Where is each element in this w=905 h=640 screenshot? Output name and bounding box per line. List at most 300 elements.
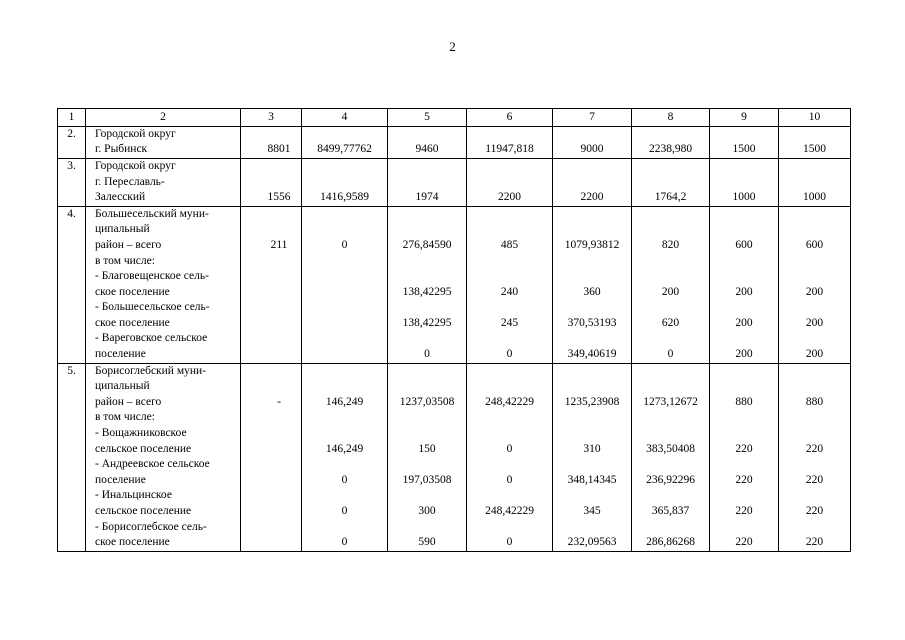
name-line: - Инальцинское (95, 489, 172, 502)
cell-value: 383,50408 (646, 442, 695, 455)
value-cell-col-6 (467, 363, 553, 551)
cell-value: 9460 (415, 143, 439, 156)
cell-value (305, 159, 384, 175)
cell-value (305, 222, 384, 238)
value-cell-col-3 (241, 126, 302, 158)
cell-value (470, 254, 549, 270)
cell-value (305, 175, 384, 191)
cell-value (782, 159, 847, 175)
cell-value: 146,249 (325, 395, 364, 408)
value-cell-col-8 (632, 126, 710, 158)
cell-value (713, 410, 775, 426)
cell-value (556, 254, 628, 270)
cell-value (635, 331, 706, 347)
cell-value: 0 (341, 505, 348, 517)
cell-value (556, 127, 628, 143)
header-cell: 8 (632, 109, 710, 127)
value-cell-col-4 (302, 363, 388, 551)
cell-value (713, 159, 775, 175)
cell-value (305, 347, 384, 363)
cell-value (244, 410, 298, 426)
header-cell: 2 (86, 109, 241, 127)
cell-value (305, 127, 384, 143)
cell-value (782, 254, 847, 270)
cell-value (305, 331, 384, 347)
cell-value: 0 (506, 348, 513, 361)
cell-value (244, 316, 298, 332)
cell-value: 590 (418, 536, 436, 549)
cell-value: 200 (661, 285, 680, 298)
cell-value (635, 222, 706, 238)
cell-value: 370,53193 (567, 316, 617, 329)
cell-value (713, 222, 775, 238)
cell-value: 2200 (498, 191, 521, 204)
cell-value: 1556 (267, 191, 291, 204)
cell-value (244, 457, 298, 473)
cell-value (391, 300, 463, 316)
cell-value (556, 269, 628, 285)
name-line: ципальный (95, 380, 150, 393)
cell-value (713, 175, 775, 191)
header-cell: 5 (388, 109, 467, 127)
value-cell-col-7 (553, 206, 632, 363)
cell-value (635, 127, 706, 143)
cell-value (244, 473, 298, 489)
page-number: 2 (449, 39, 456, 54)
cell-value (244, 426, 298, 442)
cell-value: 1000 (803, 191, 826, 204)
cell-value (470, 269, 549, 285)
cell-value: 0 (341, 536, 348, 549)
cell-value: 146,249 (325, 442, 364, 455)
cell-value (635, 207, 706, 223)
cell-value (470, 300, 549, 316)
cell-value (635, 254, 706, 270)
cell-value (782, 488, 847, 504)
cell-value: 200 (735, 348, 753, 361)
cell-value (391, 222, 463, 238)
cell-value (470, 410, 549, 426)
cell-value (244, 347, 298, 363)
cell-value: 240 (500, 285, 519, 298)
cell-value (782, 300, 847, 316)
cell-value (782, 379, 847, 395)
name-line: в том числе: (95, 254, 155, 267)
cell-value: 620 (661, 316, 680, 329)
cell-value (713, 207, 775, 223)
name-line: в том числе: (95, 411, 155, 424)
cell-value: 9000 (580, 143, 604, 156)
header-cell: 6 (467, 109, 553, 127)
cell-value: 2238,980 (648, 143, 693, 156)
cell-value (713, 379, 775, 395)
cell-value (391, 379, 463, 395)
cell-value (470, 127, 549, 143)
cell-value (305, 488, 384, 504)
name-line: г. Рыбинск (95, 143, 148, 156)
municipality-name (86, 363, 241, 551)
cell-value: 1000 (732, 191, 756, 204)
name-line: район – всего (95, 395, 162, 408)
cell-value: 0 (424, 348, 430, 361)
cell-value: 220 (805, 442, 824, 455)
name-line: поселение (95, 473, 146, 486)
header-row (58, 109, 851, 127)
cell-value: 348,14345 (567, 473, 617, 486)
cell-value (713, 364, 775, 380)
cell-value (391, 159, 463, 175)
value-cell-col-9 (710, 363, 779, 551)
cell-value (391, 410, 463, 426)
cell-value: 8801 (267, 143, 291, 156)
cell-value (305, 285, 384, 301)
name-line: Залесский (95, 191, 146, 204)
cell-value (244, 442, 298, 458)
header-cell: 1 (58, 109, 86, 127)
cell-value (470, 331, 549, 347)
cell-value (470, 364, 549, 380)
cell-value (782, 410, 847, 426)
cell-value: 248,42229 (485, 505, 534, 517)
cell-value: 220 (735, 536, 753, 549)
row-number: 4. (58, 206, 86, 363)
cell-value (244, 222, 298, 238)
cell-value (782, 520, 847, 536)
municipality-name (86, 126, 241, 158)
cell-value (556, 175, 628, 191)
cell-value: 360 (583, 285, 601, 298)
cell-value (556, 300, 628, 316)
name-line: ципальный (95, 223, 150, 236)
cell-value (244, 364, 298, 380)
cell-value: 220 (805, 473, 824, 486)
value-cell-col-7 (553, 363, 632, 551)
cell-value (635, 457, 706, 473)
cell-value (244, 535, 298, 551)
municipality-name (86, 206, 241, 363)
cell-value (713, 127, 775, 143)
cell-value (470, 159, 549, 175)
cell-value (391, 207, 463, 223)
cell-value (782, 127, 847, 143)
cell-value (244, 520, 298, 536)
cell-value (556, 364, 628, 380)
value-cell-col-4 (302, 206, 388, 363)
cell-value (244, 207, 298, 223)
cell-value (713, 331, 775, 347)
cell-value (713, 300, 775, 316)
cell-value (244, 127, 298, 143)
name-line: - Борисоглебское сель- (95, 520, 207, 533)
cell-value: 248,42229 (485, 395, 534, 408)
cell-value (244, 159, 298, 175)
value-cell-col-4 (302, 158, 388, 206)
header-cell: 7 (553, 109, 632, 127)
value-cell-col-3 (241, 206, 302, 363)
name-line: поселение (95, 348, 146, 361)
cell-value: 200 (805, 316, 824, 329)
table-row (58, 126, 851, 158)
cell-value (470, 488, 549, 504)
cell-value (556, 410, 628, 426)
value-cell-col-3 (241, 158, 302, 206)
cell-value (635, 410, 706, 426)
cell-value (305, 269, 384, 285)
cell-value (556, 457, 628, 473)
value-cell-col-9 (710, 158, 779, 206)
cell-value (556, 520, 628, 536)
cell-value (556, 207, 628, 223)
value-cell-col-8 (632, 158, 710, 206)
cell-value: 0 (341, 238, 348, 251)
cell-value (305, 316, 384, 332)
cell-value: 220 (735, 473, 753, 486)
cell-value: 820 (661, 238, 680, 251)
cell-value: 11947,818 (485, 143, 534, 156)
cell-value (470, 426, 549, 442)
value-cell-col-10 (779, 158, 851, 206)
value-cell-col-3 (241, 363, 302, 551)
cell-value (305, 520, 384, 536)
cell-value: 200 (805, 348, 824, 361)
cell-value (713, 488, 775, 504)
value-cell-col-6 (467, 126, 553, 158)
cell-value: 138,42295 (402, 285, 452, 298)
cell-value (556, 222, 628, 238)
cell-value (391, 254, 463, 270)
municipality-name (86, 158, 241, 206)
cell-value (305, 379, 384, 395)
cell-value (305, 426, 384, 442)
cell-value (470, 520, 549, 536)
value-cell-col-5 (388, 363, 467, 551)
cell-value (713, 269, 775, 285)
cell-value: 880 (735, 395, 753, 408)
cell-value (244, 175, 298, 191)
cell-value: 1237,03508 (399, 395, 455, 408)
cell-value (556, 331, 628, 347)
value-cell-col-5 (388, 206, 467, 363)
row-number: 2. (58, 126, 86, 158)
table-row (58, 158, 851, 206)
name-line: ское поселение (95, 285, 170, 298)
cell-value (713, 426, 775, 442)
cell-value (244, 331, 298, 347)
cell-value (244, 488, 298, 504)
name-line: - Вощажниковское (95, 427, 187, 440)
cell-value (635, 300, 706, 316)
cell-value: 1079,93812 (564, 238, 620, 251)
cell-value (391, 127, 463, 143)
value-cell-col-10 (779, 126, 851, 158)
cell-value (305, 300, 384, 316)
cell-value: 236,92296 (646, 473, 695, 486)
cell-value: 200 (735, 316, 753, 329)
cell-value: 0 (667, 348, 674, 361)
cell-value (782, 331, 847, 347)
cell-value (470, 207, 549, 223)
header-cell: 4 (302, 109, 388, 127)
value-cell-col-8 (632, 363, 710, 551)
value-cell-col-4 (302, 126, 388, 158)
cell-value (782, 457, 847, 473)
table-row (58, 363, 851, 551)
cell-value (556, 159, 628, 175)
data-table (57, 108, 851, 552)
value-cell-col-10 (779, 206, 851, 363)
cell-value: 310 (583, 442, 601, 455)
value-cell-col-5 (388, 158, 467, 206)
cell-value (556, 426, 628, 442)
cell-value (391, 488, 463, 504)
value-cell-col-8 (632, 206, 710, 363)
cell-value: 1416,9589 (320, 191, 369, 204)
cell-value: 245 (500, 316, 519, 329)
cell-value (470, 379, 549, 395)
cell-value: 349,40619 (567, 348, 617, 361)
cell-value (305, 364, 384, 380)
cell-value (470, 175, 549, 191)
cell-value (782, 364, 847, 380)
cell-value: 1500 (803, 143, 826, 156)
value-cell-col-7 (553, 158, 632, 206)
value-cell-col-10 (779, 363, 851, 551)
cell-value: 197,03508 (402, 473, 452, 486)
cell-value: 2200 (580, 191, 604, 204)
cell-value (391, 520, 463, 536)
name-line: Борисоглебский муни- (95, 364, 206, 377)
cell-value: 300 (418, 505, 436, 517)
name-line: - Вареговское сельское (95, 332, 208, 345)
cell-value: 211 (270, 238, 288, 251)
name-line: сельское поселение (95, 442, 192, 455)
value-cell-col-7 (553, 126, 632, 158)
cell-value: 880 (805, 395, 824, 408)
cell-value (305, 410, 384, 426)
cell-value (635, 379, 706, 395)
row-number: 5. (58, 363, 86, 551)
cell-value: 220 (805, 505, 824, 517)
value-cell-col-6 (467, 158, 553, 206)
cell-value (782, 207, 847, 223)
name-line: ское поселение (95, 536, 170, 549)
name-line: Большесельский муни- (95, 207, 209, 220)
cell-value: 365,837 (651, 505, 690, 517)
cell-value (635, 488, 706, 504)
cell-value (391, 364, 463, 380)
cell-value: 232,09563 (567, 536, 617, 549)
cell-value (635, 269, 706, 285)
cell-value (305, 207, 384, 223)
cell-value: 1273,12672 (643, 395, 698, 408)
cell-value (391, 426, 463, 442)
cell-value: 150 (418, 442, 436, 455)
cell-value: 138,42295 (402, 316, 452, 329)
cell-value: 600 (735, 238, 753, 251)
value-cell-col-9 (710, 126, 779, 158)
cell-value (391, 331, 463, 347)
cell-value (244, 269, 298, 285)
row-number: 3. (58, 158, 86, 206)
name-line: г. Переславль- (95, 175, 165, 188)
name-line: - Андреевское сельское (95, 458, 210, 471)
header-cell: 10 (779, 109, 851, 127)
cell-value: - (277, 395, 281, 408)
cell-value (244, 254, 298, 270)
name-line: район – всего (95, 238, 162, 251)
cell-value: 0 (506, 473, 513, 486)
cell-value (782, 426, 847, 442)
cell-value: 200 (805, 285, 824, 298)
header-cell: 9 (710, 109, 779, 127)
cell-value: 220 (805, 536, 824, 549)
cell-value (782, 175, 847, 191)
cell-value (635, 520, 706, 536)
cell-value: 1764,2 (654, 191, 687, 204)
cell-value (556, 379, 628, 395)
cell-value: 0 (341, 473, 348, 486)
cell-value: 600 (805, 238, 824, 251)
cell-value: 1235,23908 (564, 395, 620, 408)
name-line: Городской округ (95, 159, 176, 172)
cell-value: 286,86268 (646, 536, 695, 549)
cell-value (782, 222, 847, 238)
cell-value: 345 (583, 505, 601, 517)
cell-value (635, 175, 706, 191)
cell-value (635, 426, 706, 442)
cell-value (391, 175, 463, 191)
table-row (58, 206, 851, 363)
name-line: сельское поселение (95, 505, 192, 517)
cell-value (391, 457, 463, 473)
cell-value (470, 222, 549, 238)
cell-value (713, 457, 775, 473)
value-cell-col-9 (710, 206, 779, 363)
cell-value (470, 457, 549, 473)
cell-value (635, 364, 706, 380)
cell-value: 276,84590 (402, 238, 452, 251)
value-cell-col-6 (467, 206, 553, 363)
value-cell-col-5 (388, 126, 467, 158)
cell-value: 220 (735, 505, 753, 517)
cell-value: 0 (506, 536, 513, 549)
cell-value (305, 457, 384, 473)
cell-value (713, 520, 775, 536)
cell-value (782, 269, 847, 285)
name-line: - Благовещенское сель- (95, 270, 209, 283)
cell-value (635, 159, 706, 175)
cell-value (244, 379, 298, 395)
cell-value (244, 285, 298, 301)
cell-value: 1974 (415, 191, 439, 204)
cell-value: 200 (735, 285, 753, 298)
name-line: ское поселение (95, 316, 170, 329)
header-cell: 3 (241, 109, 302, 127)
name-line: - Большесельское сель- (95, 301, 210, 314)
cell-value: 220 (735, 442, 753, 455)
cell-value (244, 504, 298, 520)
cell-value: 485 (500, 238, 519, 251)
name-line: Городской округ (95, 127, 176, 140)
cell-value: 0 (506, 442, 513, 455)
cell-value (244, 300, 298, 316)
cell-value (713, 254, 775, 270)
cell-value (305, 254, 384, 270)
cell-value: 1500 (732, 143, 756, 156)
cell-value: 8499,77762 (317, 143, 372, 156)
cell-value (556, 488, 628, 504)
cell-value (391, 269, 463, 285)
